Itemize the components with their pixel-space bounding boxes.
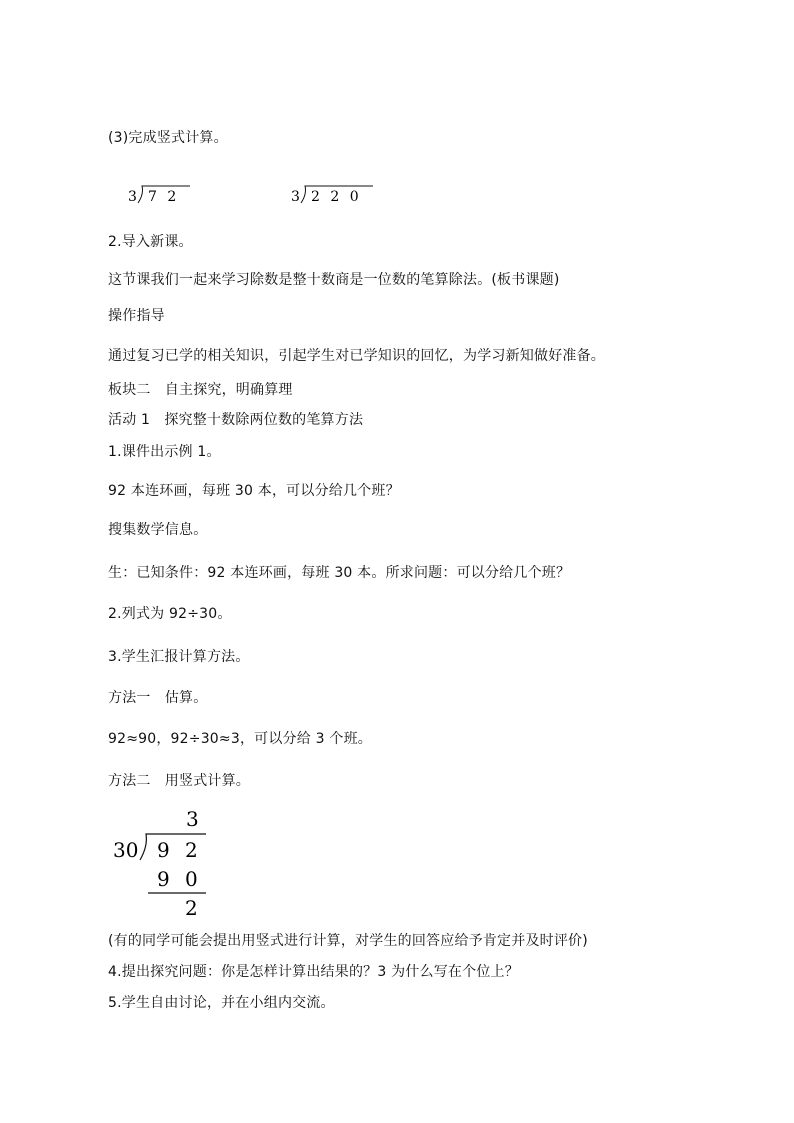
product-tens: 9 xyxy=(157,867,170,891)
division-problem-2 xyxy=(291,184,381,206)
line-operation-guide: 操作指导 xyxy=(108,308,165,324)
line-report-method: 3.学生汇报计算方法。 xyxy=(108,649,250,665)
line-word-problem: 92 本连环画，每班 30 本，可以分给几个班？ xyxy=(108,483,400,499)
division-bracket-1 xyxy=(128,184,198,206)
line-inquiry-question: 4.提出探究问题：你是怎样计算出结果的？3 为什么写在个位上？ xyxy=(108,964,519,980)
divisor-1: 3 xyxy=(128,189,137,205)
line-method-one: 方法一 估算。 xyxy=(108,690,208,706)
line-new-lesson: 2.导入新课。 xyxy=(108,234,193,250)
line-lesson-intro: 这节课我们一起来学习除数是整十数商是一位数的笔算除法。(板书课题) xyxy=(108,272,560,288)
line-teacher-note: (有的同学可能会提出用竖式进行计算，对学生的回答应给予肯定并及时评价) xyxy=(108,933,588,949)
long-division-diagram xyxy=(112,804,212,920)
line-example-one: 1.课件出示例 1。 xyxy=(108,444,221,460)
quotient: 3 xyxy=(186,807,199,831)
line-estimation: 92≈90，92÷30≈3，可以分给 3 个班。 xyxy=(108,731,372,747)
line-activity-one: 活动 1 探究整十数除两位数的笔算方法 xyxy=(108,412,364,428)
line-method-two: 方法二 用竖式计算。 xyxy=(108,773,250,789)
long-division xyxy=(112,804,212,920)
line-group-discussion: 5.学生自由讨论，并在小组内交流。 xyxy=(108,995,335,1011)
line-equation: 2.列式为 92÷30。 xyxy=(108,606,232,622)
line-review-purpose: 通过复习已学的相关知识，引起学生对已学知识的回忆，为学习新知做好准备。 xyxy=(108,348,605,364)
dividend-1: 7 2 xyxy=(148,189,180,205)
divisor: 30 xyxy=(113,838,139,862)
line-student-answer: 生：已知条件：92 本连环画，每班 30 本。所求问题：可以分给几个班？ xyxy=(108,565,571,581)
line-collect-info: 搜集数学信息。 xyxy=(108,522,208,538)
dividend-ones: 2 xyxy=(185,838,198,862)
line-section-two: 板块二 自主探究，明确算理 xyxy=(108,382,293,398)
product-ones: 0 xyxy=(185,867,198,891)
division-problem-1 xyxy=(128,184,198,206)
dividend-tens: 9 xyxy=(157,838,170,862)
line-complete-vertical-calc: (3)完成竖式计算。 xyxy=(108,130,228,146)
remainder: 2 xyxy=(185,896,198,920)
divisor-2: 3 xyxy=(291,189,300,205)
division-bracket-2 xyxy=(291,184,381,206)
dividend-2: 2 2 0 xyxy=(311,189,362,205)
